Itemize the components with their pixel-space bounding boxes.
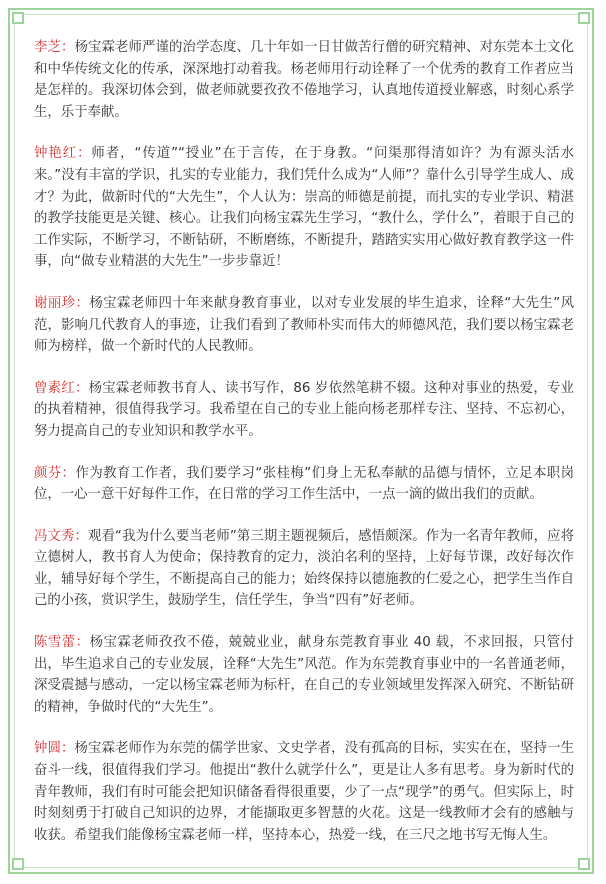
comment-text: 观看“我为什么要当老师”第三期主题视频后，感悟颇深。作为一名青年教师，应将立德树人，教书育人为使命；保持教育的定力，淡泊名利的坚持，上好每节课，改好每次作业，辅导好每个学生，不断提高自己的能力；始终保持以德施教的仁爱之心，把学生当作自己的小孩，赏识学生，鼓励学生，信任学生，争当“四有”好老师。 [34,528,574,609]
comment-text: 杨宝霖老师严谨的治学态度、几十年如一日甘做苦行僧的研究精神、对东莞本土文化和中华传统文化的传承，深深地打动着我。杨老师用行动诠释了一个优秀的教育工作者应当是怎样的。我深切体会到，做老师就要孜孜不倦地学习，认真地传道授业解惑，时刻心系学生，乐于奉献。 [34,40,575,120]
comment-entry [34,293,574,358]
commenter-name: 钟圆： [34,741,75,757]
commenter-name: 冯文秀： [34,528,88,544]
comment-text: 作为教育工作者，我们要学习“张桂梅”们身上无私奉献的品德与情怀，立足本职岗位，一心一意干好每件工作，在日常的学习工作生活中，一点一滴的做出我们的贡献。 [34,465,575,503]
corner-ornament [12,858,24,870]
commenter-name: 曾素红： [34,380,89,396]
comment-text: 杨宝霖老师四十年来献身教育事业，以对专业发展的毕生追求，诠释“大先生”风范，影响几代教育人的事迹，让我们看到了教师朴实而伟大的师德风范，我们要以杨宝霖老师为榜样，做一个新时代的人民教师。 [34,295,575,355]
comment-entry [34,632,574,718]
commenter-name: 颜芬： [34,465,76,481]
corner-ornament [578,858,590,870]
commenter-name: 陈雪蕾： [34,635,90,651]
comment-entry [34,738,574,846]
comment-text: 杨宝霖老师作为东莞的儒学世家、文史学者，没有孤高的目标，实实在在，坚持一生奋斗一线，很值得我们学习。他提出“教什么就学什么”，更是让人多有思考。身为新时代的青年教师，我们有时可能会把知识储备看得很重要，少了一点“现学”的勇气。但实际上，时时刻刻勇于打破自己知识的边界，才能撷取更多智慧的火花。这是一线教师才会有的感触与收获。希望我们能像杨宝霖老师一样，坚持本心，热爱一线，在三尺之地书写无悔人生。 [34,741,575,843]
corner-ornament [12,12,24,24]
comment-entry [34,463,574,506]
comment-entry [34,378,574,443]
comments-list [34,37,574,866]
comment-entry [34,143,574,273]
comment-text: 杨宝霖老师教书育人、读书写作，86 岁依然笔耕不辍。这种对事业的热爱，专业的执着精神，很值得我学习。我希望在自己的专业上能向杨老那样专注、坚持、不忘初心，努力提高自己的专业知识和教学水平。 [34,380,575,439]
comment-entry [34,526,574,612]
commenter-name: 谢丽珍： [34,295,90,311]
commenter-name: 钟艳红： [34,146,92,162]
corner-ornament [578,12,590,24]
commenter-name: 李芝： [34,40,75,55]
comment-text: 师者，“传道”“授业”在于言传，在于身教。“问渠那得清如许？为有源头活水来。”没有丰富的学识，扎实的专业能力，我们凭什么成为“人师”？靠什么引导学生成人、成才？为此，做新时代的“大先生”，个人认为：崇高的师德是前提，而扎实的专业学识、精湛的教学技能更是关键、核心。让我们向杨宝霖先生学习，“教什么，学什么”，着眼于自己的工作实际，不断学习，不断钻研，不断磨练，不断提升，踏踏实实用心做好教育教学这一件事，向“做专业精湛的大先生”一步步靠近！ [34,146,574,270]
comment-entry [34,37,574,123]
comment-text: 杨宝霖老师孜孜不倦，兢兢业业，献身东莞教育事业 40 载，不求回报，只管付出，毕生追求自己的专业发展，诠释“大先生”风范。作为东莞教育事业中的一名普通老师，深受震撼与感动，一定以杨宝霖老师为标杆，在自己的专业领域里发挥深入研究、不断钻研的精神，争做时代的“大先生”。 [34,635,574,715]
